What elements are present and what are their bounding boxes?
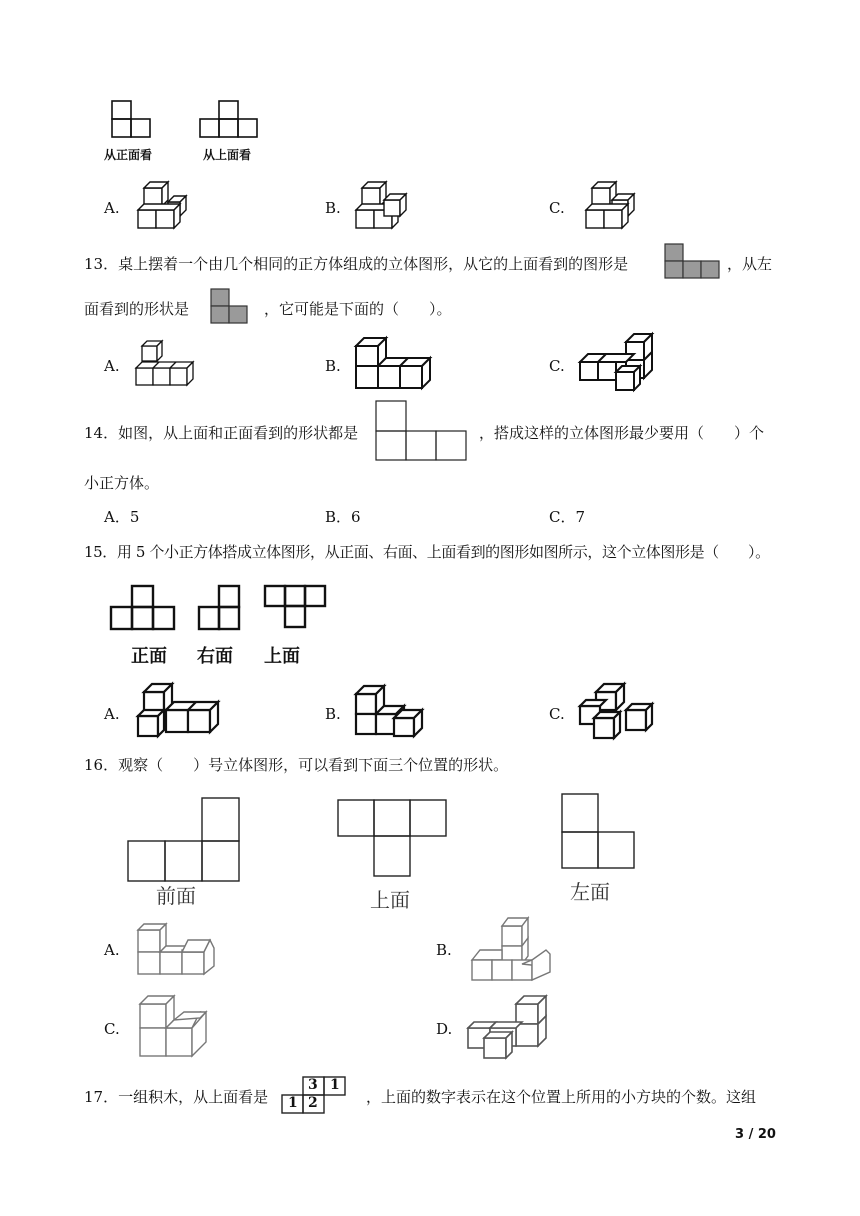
- q17-grid-number: 1: [288, 1095, 298, 1111]
- q13-text-line2-tail: ，它可能是下面的（ ）。: [264, 300, 452, 318]
- page-number: 3 / 20: [735, 1127, 776, 1142]
- q12-front-view-caption: 从正面看: [104, 148, 153, 162]
- q14-text-line2: 小正方体。: [84, 474, 160, 492]
- q15-option-a-figure: [134, 682, 220, 742]
- q16-views-panel: [104, 784, 664, 910]
- q15-text: 15．用 5 个小正方体搭成立体图形，从正面、右面、上面看到的图形如图所示，这个立体图形是（ ）。: [84, 543, 770, 561]
- q13-option-c-figure: [578, 332, 658, 396]
- q16-option-a-figure: [134, 920, 224, 980]
- q12-option-a-label[interactable]: A.: [104, 199, 120, 217]
- q16-left-caption: 左面: [570, 880, 610, 904]
- q13-option-b-figure: [352, 334, 436, 394]
- q16-left-view-figure: [558, 790, 638, 874]
- q16-option-b-label[interactable]: B.: [436, 941, 452, 959]
- q16-option-c-label[interactable]: C.: [104, 1020, 120, 1038]
- q15-top-caption: 上面: [264, 646, 300, 667]
- q15-front-caption: 正面: [131, 646, 167, 667]
- q15-front-view-figure: [108, 584, 178, 634]
- q15-option-a-label[interactable]: A.: [104, 705, 120, 723]
- q16-top-view-figure: [334, 794, 448, 894]
- q15-option-c-label[interactable]: C.: [549, 705, 565, 723]
- q12-front-view-figure: [110, 100, 155, 140]
- q16-option-a-label[interactable]: A.: [104, 941, 120, 959]
- q14-option-b[interactable]: B．6: [325, 508, 361, 526]
- q16-top-caption: 上面: [370, 888, 410, 912]
- q13-text-line1: 13．桌上摆着一个由几个相同的正方体组成的立体图形，从它的上面看到的图形是: [84, 255, 629, 273]
- q14-option-a[interactable]: A．5: [104, 508, 140, 526]
- q17-text-line1-tail: ，上面的数字表示在这个位置上所用的小方块的个数。这组: [366, 1088, 757, 1106]
- q15-option-c-figure: [574, 682, 654, 742]
- q13-option-a-figure: [130, 336, 196, 392]
- q15-right-caption: 右面: [197, 646, 233, 667]
- q12-option-c-figure: [582, 178, 638, 234]
- q12-option-a-figure: [134, 178, 190, 234]
- q13-left-view-figure: [210, 288, 250, 324]
- q16-front-view-figure: [114, 794, 244, 886]
- q12-option-c-label[interactable]: C.: [549, 199, 565, 217]
- q16-option-d-figure: [464, 992, 554, 1064]
- q15-top-view-figure: [262, 584, 328, 634]
- q15-right-view-figure: [196, 584, 246, 634]
- q13-option-c-label[interactable]: C.: [549, 357, 565, 375]
- q17-text-line1: 17．一组积木，从上面看是: [84, 1088, 269, 1106]
- q12-top-view-figure: [198, 100, 260, 140]
- q14-option-c[interactable]: C．7: [549, 508, 586, 526]
- q16-option-b-figure: [468, 914, 558, 984]
- q14-text-line1-tail: ，搭成这样的立体图形最少要用（ ）个: [479, 424, 765, 442]
- q13-option-b-label[interactable]: B.: [325, 357, 341, 375]
- q15-option-b-figure: [352, 682, 432, 742]
- q17-grid-number: 1: [330, 1077, 340, 1093]
- q13-top-view-figure: [664, 243, 720, 279]
- q12-top-view-caption: 从上面看: [203, 148, 252, 162]
- q13-option-a-label[interactable]: A.: [104, 357, 120, 375]
- q17-grid-number: 2: [308, 1095, 318, 1111]
- q14-text-line1: 14．如图，从上面和正面看到的形状都是: [84, 424, 359, 442]
- q13-text-line2: 面看到的形状是: [84, 300, 190, 318]
- q16-text: 16．观察（ ）号立体图形，可以看到下面三个位置的形状。: [84, 756, 509, 774]
- q16-option-d-label[interactable]: D.: [436, 1020, 453, 1038]
- q12-option-b-figure: [352, 178, 408, 234]
- q14-view-figure: [374, 399, 470, 463]
- q12-option-b-label[interactable]: B.: [325, 199, 341, 217]
- q17-grid-number: 3: [308, 1077, 318, 1093]
- q17-top-view-grid: [281, 1076, 349, 1114]
- q16-option-c-figure: [136, 994, 216, 1062]
- q13-text-line1-tail: ，从左: [727, 255, 773, 273]
- q16-front-caption: 前面: [156, 884, 196, 908]
- q15-option-b-label[interactable]: B.: [325, 705, 341, 723]
